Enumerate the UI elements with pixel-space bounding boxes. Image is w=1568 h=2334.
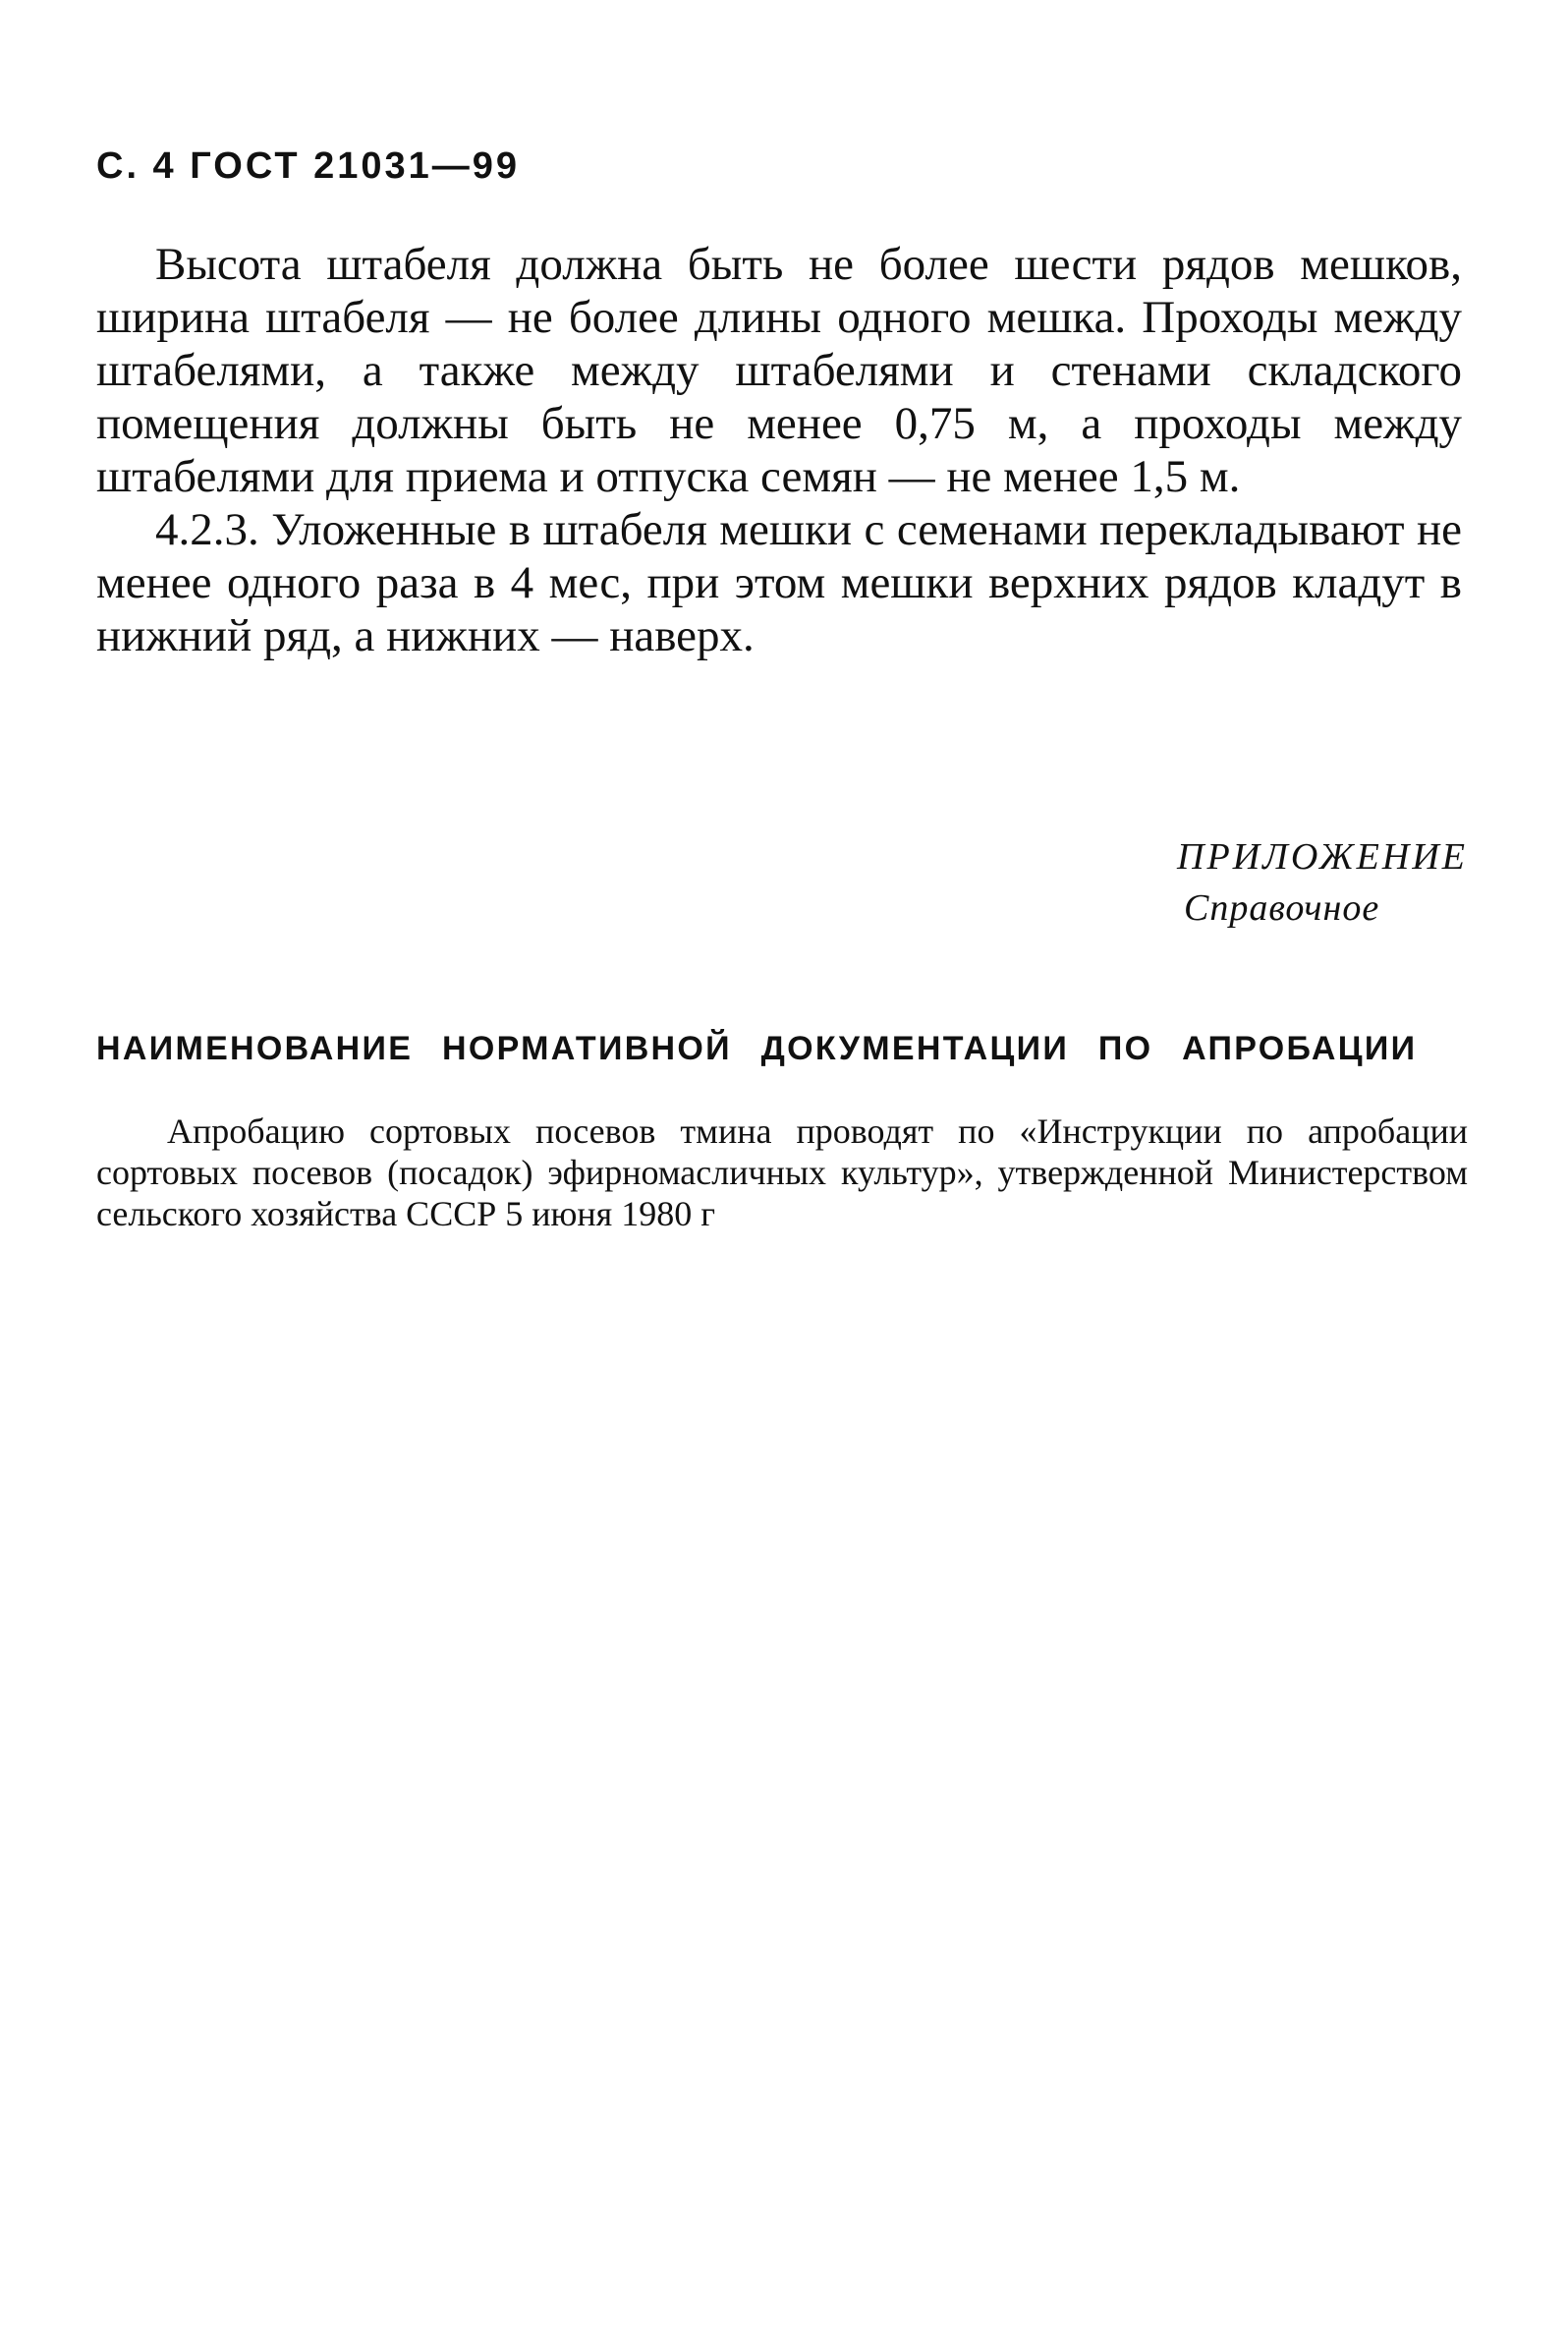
page-header: С. 4 ГОСТ 21031—99 bbox=[96, 145, 521, 187]
appendix-label: ПРИЛОЖЕНИЕ bbox=[1177, 836, 1468, 878]
main-text-block bbox=[96, 238, 1462, 662]
paragraph-4-2-3: 4.2.3. Уложенные в штабеля мешки с семенами перекладывают не менее одного раза в 4 мес, при этом мешки верхних рядов кладут в нижний ряд, а нижних — наверх. bbox=[96, 504, 1462, 661]
appendix-text: Апробацию сортовых посевов тмина проводят по «Инструкции по апробации сортовых посевов (посадок) эфирномасличных культур», утвержденной Министерством сельского хозяйства СССР 5 июня 1980 г bbox=[96, 1111, 1468, 1233]
appendix-sublabel: Справочное bbox=[1184, 887, 1380, 929]
appendix-heading: НАИМЕНОВАНИЕ НОРМАТИВНОЙ ДОКУМЕНТАЦИИ ПО АПРОБАЦИИ bbox=[96, 1030, 1418, 1067]
paragraph-stack-dimensions: Высота штабеля должна быть не более шести рядов мешков, ширина штабеля — не более длины одного мешка. Проходы между штабелями, а также между штабелями и стенами складского помещения должны быть не менее 0,75 м, а проходы между штабелями для приема и отпуска семян — не менее 1,5 м. bbox=[96, 239, 1462, 502]
